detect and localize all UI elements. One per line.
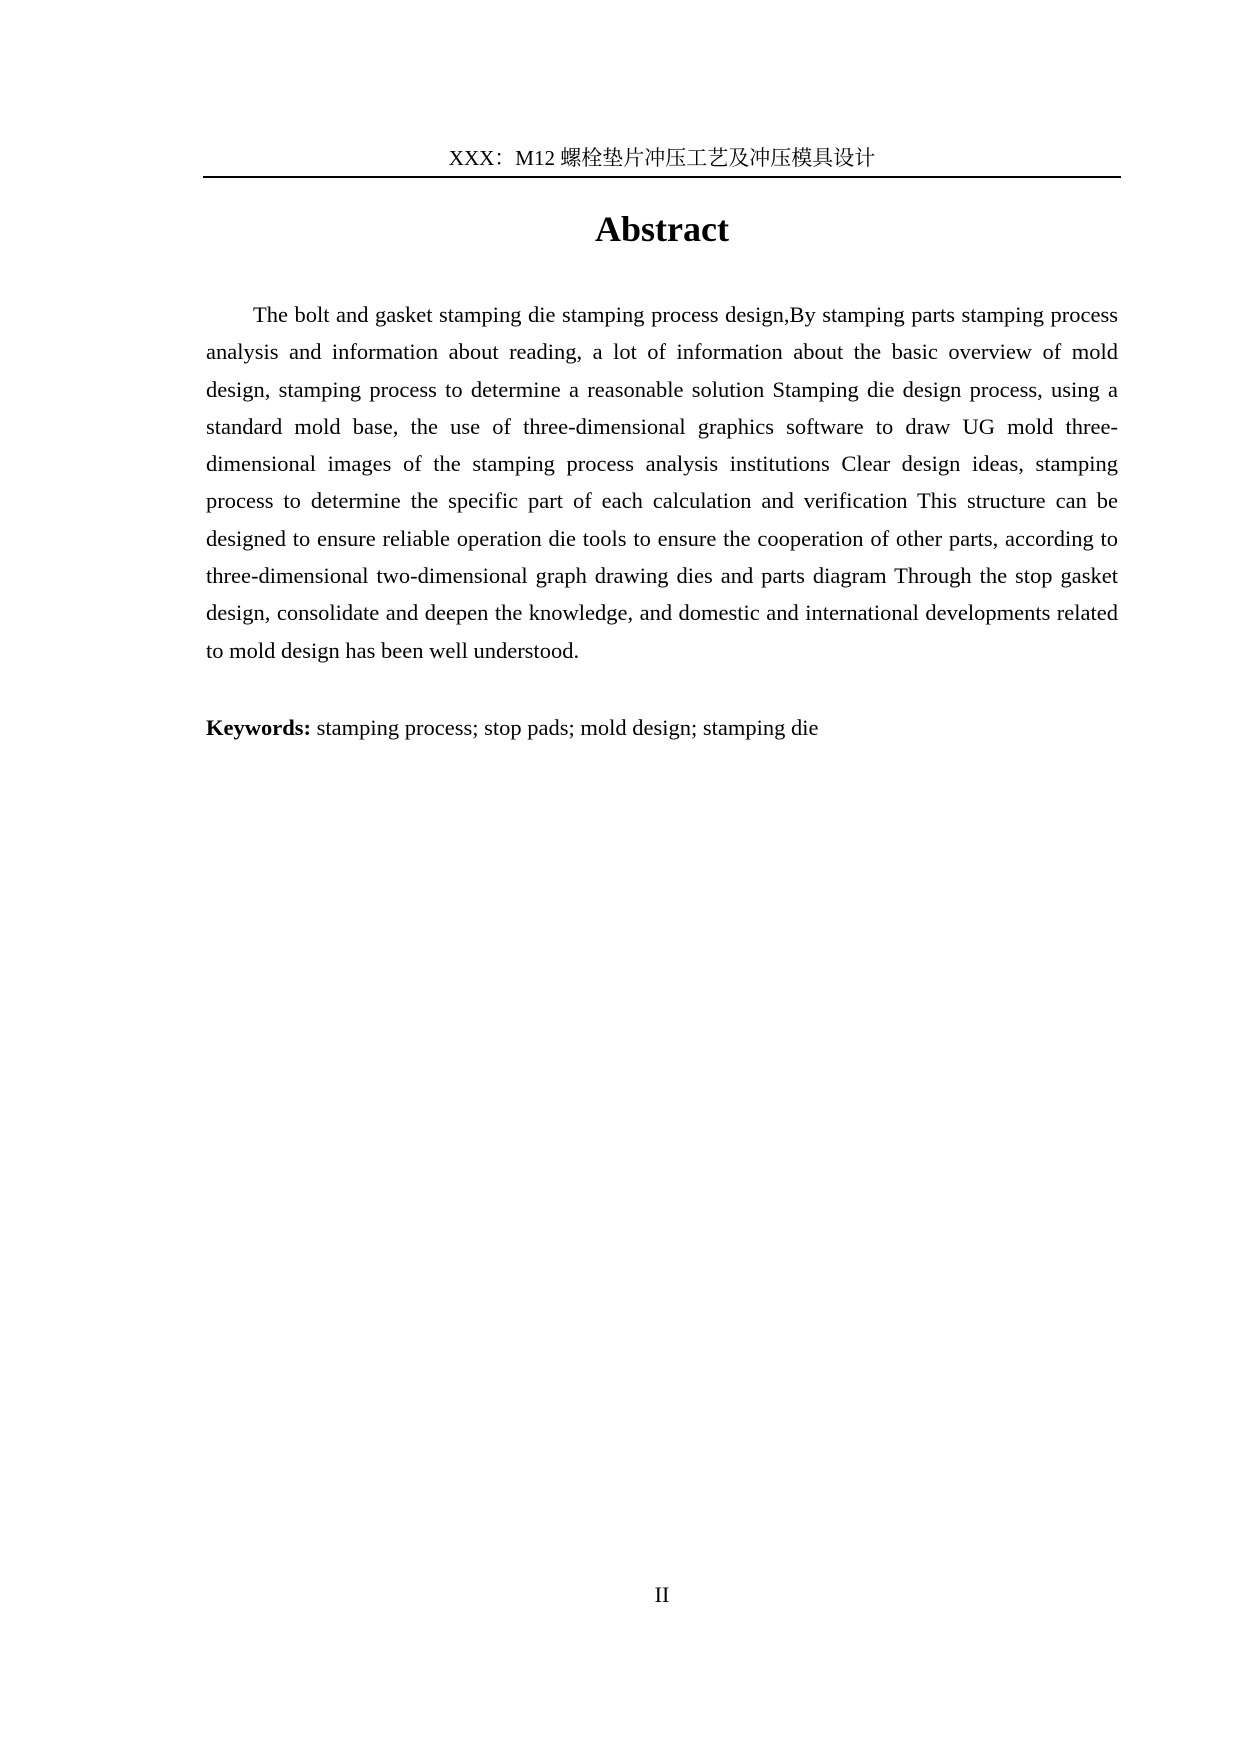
running-header: XXX：M12 螺栓垫片冲压工艺及冲压模具设计 bbox=[448, 146, 876, 170]
page-number: II bbox=[654, 1582, 670, 1607]
keywords-text: stamping process; stop pads; mold design; stamping die bbox=[311, 715, 819, 740]
keywords-line bbox=[206, 712, 1118, 744]
keywords-label: Keywords: bbox=[206, 715, 311, 740]
abstract-title: Abstract bbox=[595, 209, 729, 249]
header-rule bbox=[203, 176, 1121, 178]
abstract-body: The bolt and gasket stamping die stamping process design,By stamping parts stamping process analysis and information about reading, a lot of information about the basic overview of mold design, stamping process to determine a reasonable solution Stamping die design process, using a standard mold base, the use of three-dimensional graphics software to draw UG mold three-dimensional images of the stamping process analysis institutions Clear design ideas, stamping process to determine the specific part of each calculation and verification This structure can be designed to ensure reliable operation die tools to ensure the cooperation of other parts, according to three-dimensional two-dimensional graph drawing dies and parts diagram Through the stop gasket design, consolidate and deepen the knowledge, and domestic and international developments related to mold design has been well understood. bbox=[206, 302, 1118, 663]
